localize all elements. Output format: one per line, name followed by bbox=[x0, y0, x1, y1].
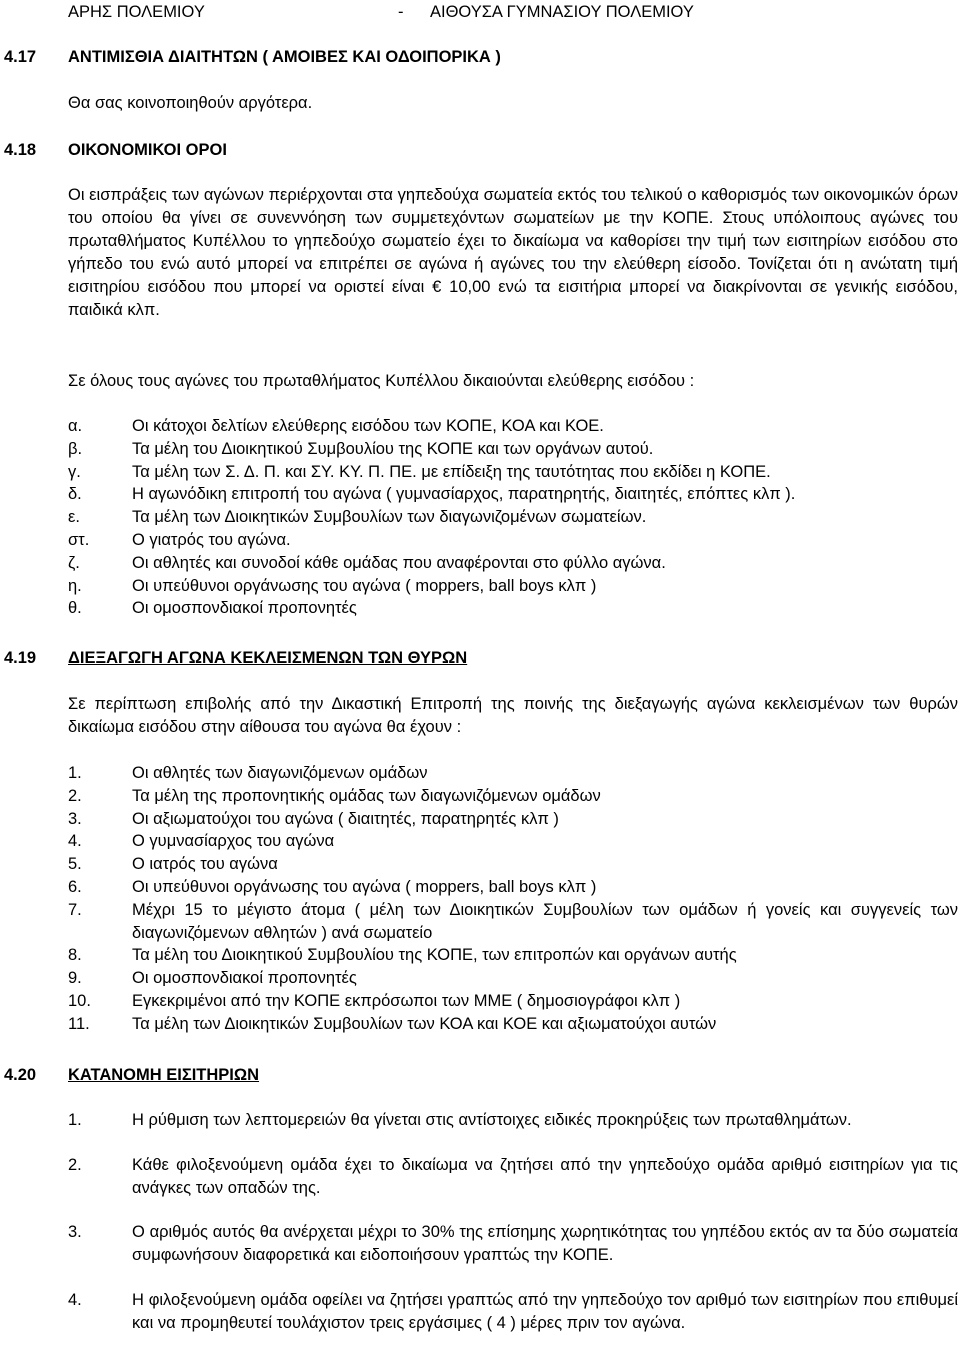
section-title: ΚΑΤΑΝΟΜΗ ΕΙΣΙΤΗΡΙΩΝ bbox=[68, 1066, 260, 1084]
section-number: 4.17 bbox=[4, 48, 37, 66]
list-marker: 7. bbox=[68, 900, 82, 919]
section-title: ΔΙΕΞΑΓΩΓΗ ΑΓΩΝΑ ΚΕΚΛΕΙΣΜΕΝΩΝ ΤΩΝ ΘΥΡΩΝ bbox=[68, 649, 468, 667]
list-item-text: Τα μέλη του Διοικητικού Συμβουλίου της ΚΟΠΕ, των επιτροπών και οργάνων αυτής bbox=[132, 946, 737, 965]
list-marker: στ. bbox=[68, 530, 90, 549]
list-item bbox=[68, 830, 958, 853]
list-item-text: Τα μέλη των Σ. Δ. Π. και ΣΥ. ΚΥ. Π. ΠΕ. με επίδειξη της ταυτότητας που εκδίδει η ΚΟΠΕ. bbox=[132, 462, 771, 481]
list-marker: 10. bbox=[68, 991, 91, 1010]
list-item bbox=[68, 1154, 958, 1200]
list-item-text: Οι κάτοχοι δελτίων ελεύθερης εισόδου των ΚΟΠΕ, ΚΟΑ και ΚΟΕ. bbox=[132, 417, 604, 435]
list-item bbox=[68, 990, 958, 1013]
list-marker: 2. bbox=[68, 1155, 82, 1174]
list-item bbox=[68, 415, 958, 438]
list-marker: 1. bbox=[68, 1111, 82, 1129]
list-item-text: Οι αθλητές των διαγωνιζόμενων ομάδων bbox=[132, 764, 428, 782]
list-item-text: Ο ιατρός του αγώνα bbox=[132, 855, 278, 874]
list-item-text: Τα μέλη της προπονητικής ομάδας των διαγωνιζόμενων ομάδων bbox=[132, 786, 601, 805]
list-item-text: Εγκεκριμένοι από την ΚΟΠΕ εκπρόσωποι των ΜΜΕ ( δημοσιογράφοι κλπ ) bbox=[132, 991, 681, 1010]
list-item-text: Ο γυμνασίαρχος του αγώνα bbox=[132, 832, 335, 851]
free-entry-intro: Σε όλους τους αγώνες του πρωταθλήματος Κυπέλλου δικαιούνται ελεύθερης εισόδου : bbox=[68, 372, 695, 390]
section-number: 4.18 bbox=[4, 141, 37, 159]
list-marker: θ. bbox=[68, 599, 82, 618]
list-item-text: Μέχρι 15 το μέγιστο άτομα ( μέλη των Διοικητικών Συμβουλίων των ομάδων ή γονείς και συγγενείς των διαγωνιζόμενων αθλητών ) ανά σωματείο bbox=[132, 900, 958, 942]
list-item-text: Τα μέλη των Διοικητικών Συμβουλίων των διαγωνιζομένων σωματείων. bbox=[132, 508, 647, 527]
list-marker: 4. bbox=[68, 1290, 82, 1309]
section-title: ΟΙΚΟΝΟΜΙΚΟΙ ΟΡΟΙ bbox=[68, 141, 227, 159]
list-item-text: Ο γιατρός του αγώνα. bbox=[132, 530, 291, 549]
list-item-text: Η ρύθμιση των λεπτομερειών θα γίνεται στις αντίστοιχες ειδικές προκηρύξεις των πρωταθλημάτων. bbox=[132, 1111, 852, 1129]
max-price-paragraph: Τονίζεται ότι η ανώτατη τιμή εισιτηρίου εισόδου που μπορεί να οριστεί είναι € 10,00 ενώ τα εισιτήρια μπορεί να διακρίνονται σε γενικής εισόδου, παιδικά κλπ. bbox=[68, 255, 958, 319]
list-marker: 5. bbox=[68, 855, 82, 874]
list-marker: δ. bbox=[68, 485, 82, 504]
list-item bbox=[68, 1109, 958, 1132]
list-item bbox=[68, 597, 958, 620]
list-item bbox=[68, 1221, 958, 1267]
list-item bbox=[68, 1289, 958, 1335]
list-item-text: Τα μέλη των Διοικητικών Συμβουλίων των ΚΟΑ και ΚΟΕ και αξιωματούχοι αυτών bbox=[132, 1014, 717, 1033]
section-4-17-text: Θα σας κοινοποιηθούν αργότερα. bbox=[68, 94, 313, 112]
list-item bbox=[68, 853, 958, 876]
list-marker: ε. bbox=[68, 508, 80, 527]
header-venue: ΑΙΘΟΥΣΑ ΓΥΜΝΑΣΙΟΥ ΠΟΛΕΜΙΟΥ bbox=[430, 3, 694, 21]
list-item-text: Οι υπεύθυνοι οργάνωσης του αγώνα ( moppers, ball boys κλπ ) bbox=[132, 877, 597, 896]
list-marker: 3. bbox=[68, 1223, 82, 1242]
list-marker: 3. bbox=[68, 809, 82, 828]
list-item-text: Ο αριθμός αυτός θα ανέρχεται μέχρι το 30% της επίσημης χωρητικότητας του γηπέδου εκτός αν τα δύο σωματεία συμφωνήσουν διαφορετικά και ειδοποιήσουν γραπτώς την ΚΟΠΕ. bbox=[132, 1223, 958, 1265]
ticket-price-paragraph: Στους υπόλοιπους αγώνες του πρωταθλήματος Κυπέλλου το γηπεδούχο σωματείο έχει το δικαίωμα να καθορίσει την τιμή των εισιτηρίων εισόδου στο γήπεδο του ενώ αυτό μπορεί να επιτρέπει σε αγώνα ή αγώνες του την ελεύθερη είσοδο. bbox=[68, 209, 958, 273]
list-item-text: Κάθε φιλοξενούμενη ομάδα έχει το δικαίωμα να ζητήσει από την γηπεδούχο ομάδα αριθμό εισιτηρίων για τις ανάγκες των οπαδών της. bbox=[132, 1155, 958, 1197]
header-club: ΑΡΗΣ ΠΟΛΕΜΙΟΥ bbox=[68, 3, 205, 21]
list-item bbox=[68, 438, 958, 461]
list-marker: γ. bbox=[68, 462, 81, 481]
list-item bbox=[68, 944, 958, 967]
free-entry-list bbox=[68, 415, 958, 620]
list-marker: ζ. bbox=[68, 553, 80, 572]
list-item bbox=[68, 1013, 958, 1036]
list-marker: 8. bbox=[68, 946, 82, 965]
list-item-text: Οι ομοσπονδιακοί προπονητές bbox=[132, 599, 357, 618]
list-marker: 6. bbox=[68, 877, 82, 896]
list-marker: 2. bbox=[68, 786, 82, 805]
section-number: 4.19 bbox=[4, 649, 37, 667]
list-marker: β. bbox=[68, 439, 83, 458]
list-item bbox=[68, 967, 958, 990]
list-item bbox=[68, 575, 958, 598]
list-marker: η. bbox=[68, 576, 82, 595]
list-item-text: Οι αθλητές και συνοδοί κάθε ομάδας που αναφέρονται στο φύλλο αγώνα. bbox=[132, 553, 666, 572]
list-item bbox=[68, 899, 958, 945]
list-item bbox=[68, 785, 958, 808]
financial-terms-paragraph: Οι εισπράξεις των αγώνων περιέρχονται στα γηπεδούχα σωματεία εκτός του τελικού ο καθορισμός των οικονομικών όρων του οποίου θα γίνει σε συνεννόηση των συμμετεχόντων σωματείων με την ΚΟΠΕ. bbox=[68, 186, 958, 227]
list-marker: 4. bbox=[68, 832, 82, 851]
list-item-text: Οι ομοσπονδιακοί προπονητές bbox=[132, 969, 357, 988]
list-item bbox=[68, 876, 958, 899]
header-separator: - bbox=[398, 3, 404, 21]
list-item bbox=[68, 762, 958, 785]
closed-doors-list bbox=[68, 762, 958, 1036]
list-item bbox=[68, 483, 958, 506]
list-item-text: Η φιλοξενούμενη ομάδα οφείλει να ζητήσει γραπτώς από την γηπεδούχο τον αριθμό των εισιτηρίων που επιθυμεί και να προμηθευτεί τουλάχιστον τρεις εργάσιμες ( 4 ) μέρες πριν τον αγώνα. bbox=[132, 1290, 958, 1332]
list-item bbox=[68, 506, 958, 529]
list-marker: α. bbox=[68, 417, 83, 435]
list-marker: 1. bbox=[68, 764, 82, 782]
section-title: ΑΝΤΙΜΙΣΘΙΑ ΔΙΑΙΤΗΤΩΝ ( ΑΜΟΙΒΕΣ ΚΑΙ ΟΔΟΙΠΟΡΙΚΑ ) bbox=[68, 48, 501, 66]
list-item bbox=[68, 461, 958, 484]
ticket-distribution-list bbox=[68, 1109, 958, 1357]
list-item-text: Οι υπεύθυνοι οργάνωσης του αγώνα ( moppers, ball boys κλπ ) bbox=[132, 576, 597, 595]
list-item-text: Τα μέλη του Διοικητικού Συμβουλίου της ΚΟΠΕ και των οργάνων αυτού. bbox=[132, 439, 654, 458]
list-item bbox=[68, 529, 958, 552]
section-4-18-body bbox=[68, 184, 958, 322]
list-item-text: Οι αξιωματούχοι του αγώνα ( διαιτητές, παρατηρητές κλπ ) bbox=[132, 809, 559, 828]
list-marker: 9. bbox=[68, 969, 82, 988]
list-item-text: Η αγωνόδικη επιτροπή του αγώνα ( γυμνασίαρχος, παρατηρητής, διαιτητές, επόπτες κλπ ). bbox=[132, 485, 796, 504]
list-marker: 11. bbox=[68, 1014, 90, 1033]
page-header bbox=[68, 0, 948, 24]
list-item bbox=[68, 552, 958, 575]
closed-doors-intro: Σε περίπτωση επιβολής από την Δικαστική Επιτροπή της ποινής της διεξαγωγής αγώνα κεκλεισμένων των θυρών δικαίωμα εισόδου στην αίθουσα του αγώνα θα έχουν : bbox=[68, 695, 958, 736]
list-item bbox=[68, 808, 958, 831]
section-number: 4.20 bbox=[4, 1066, 37, 1084]
